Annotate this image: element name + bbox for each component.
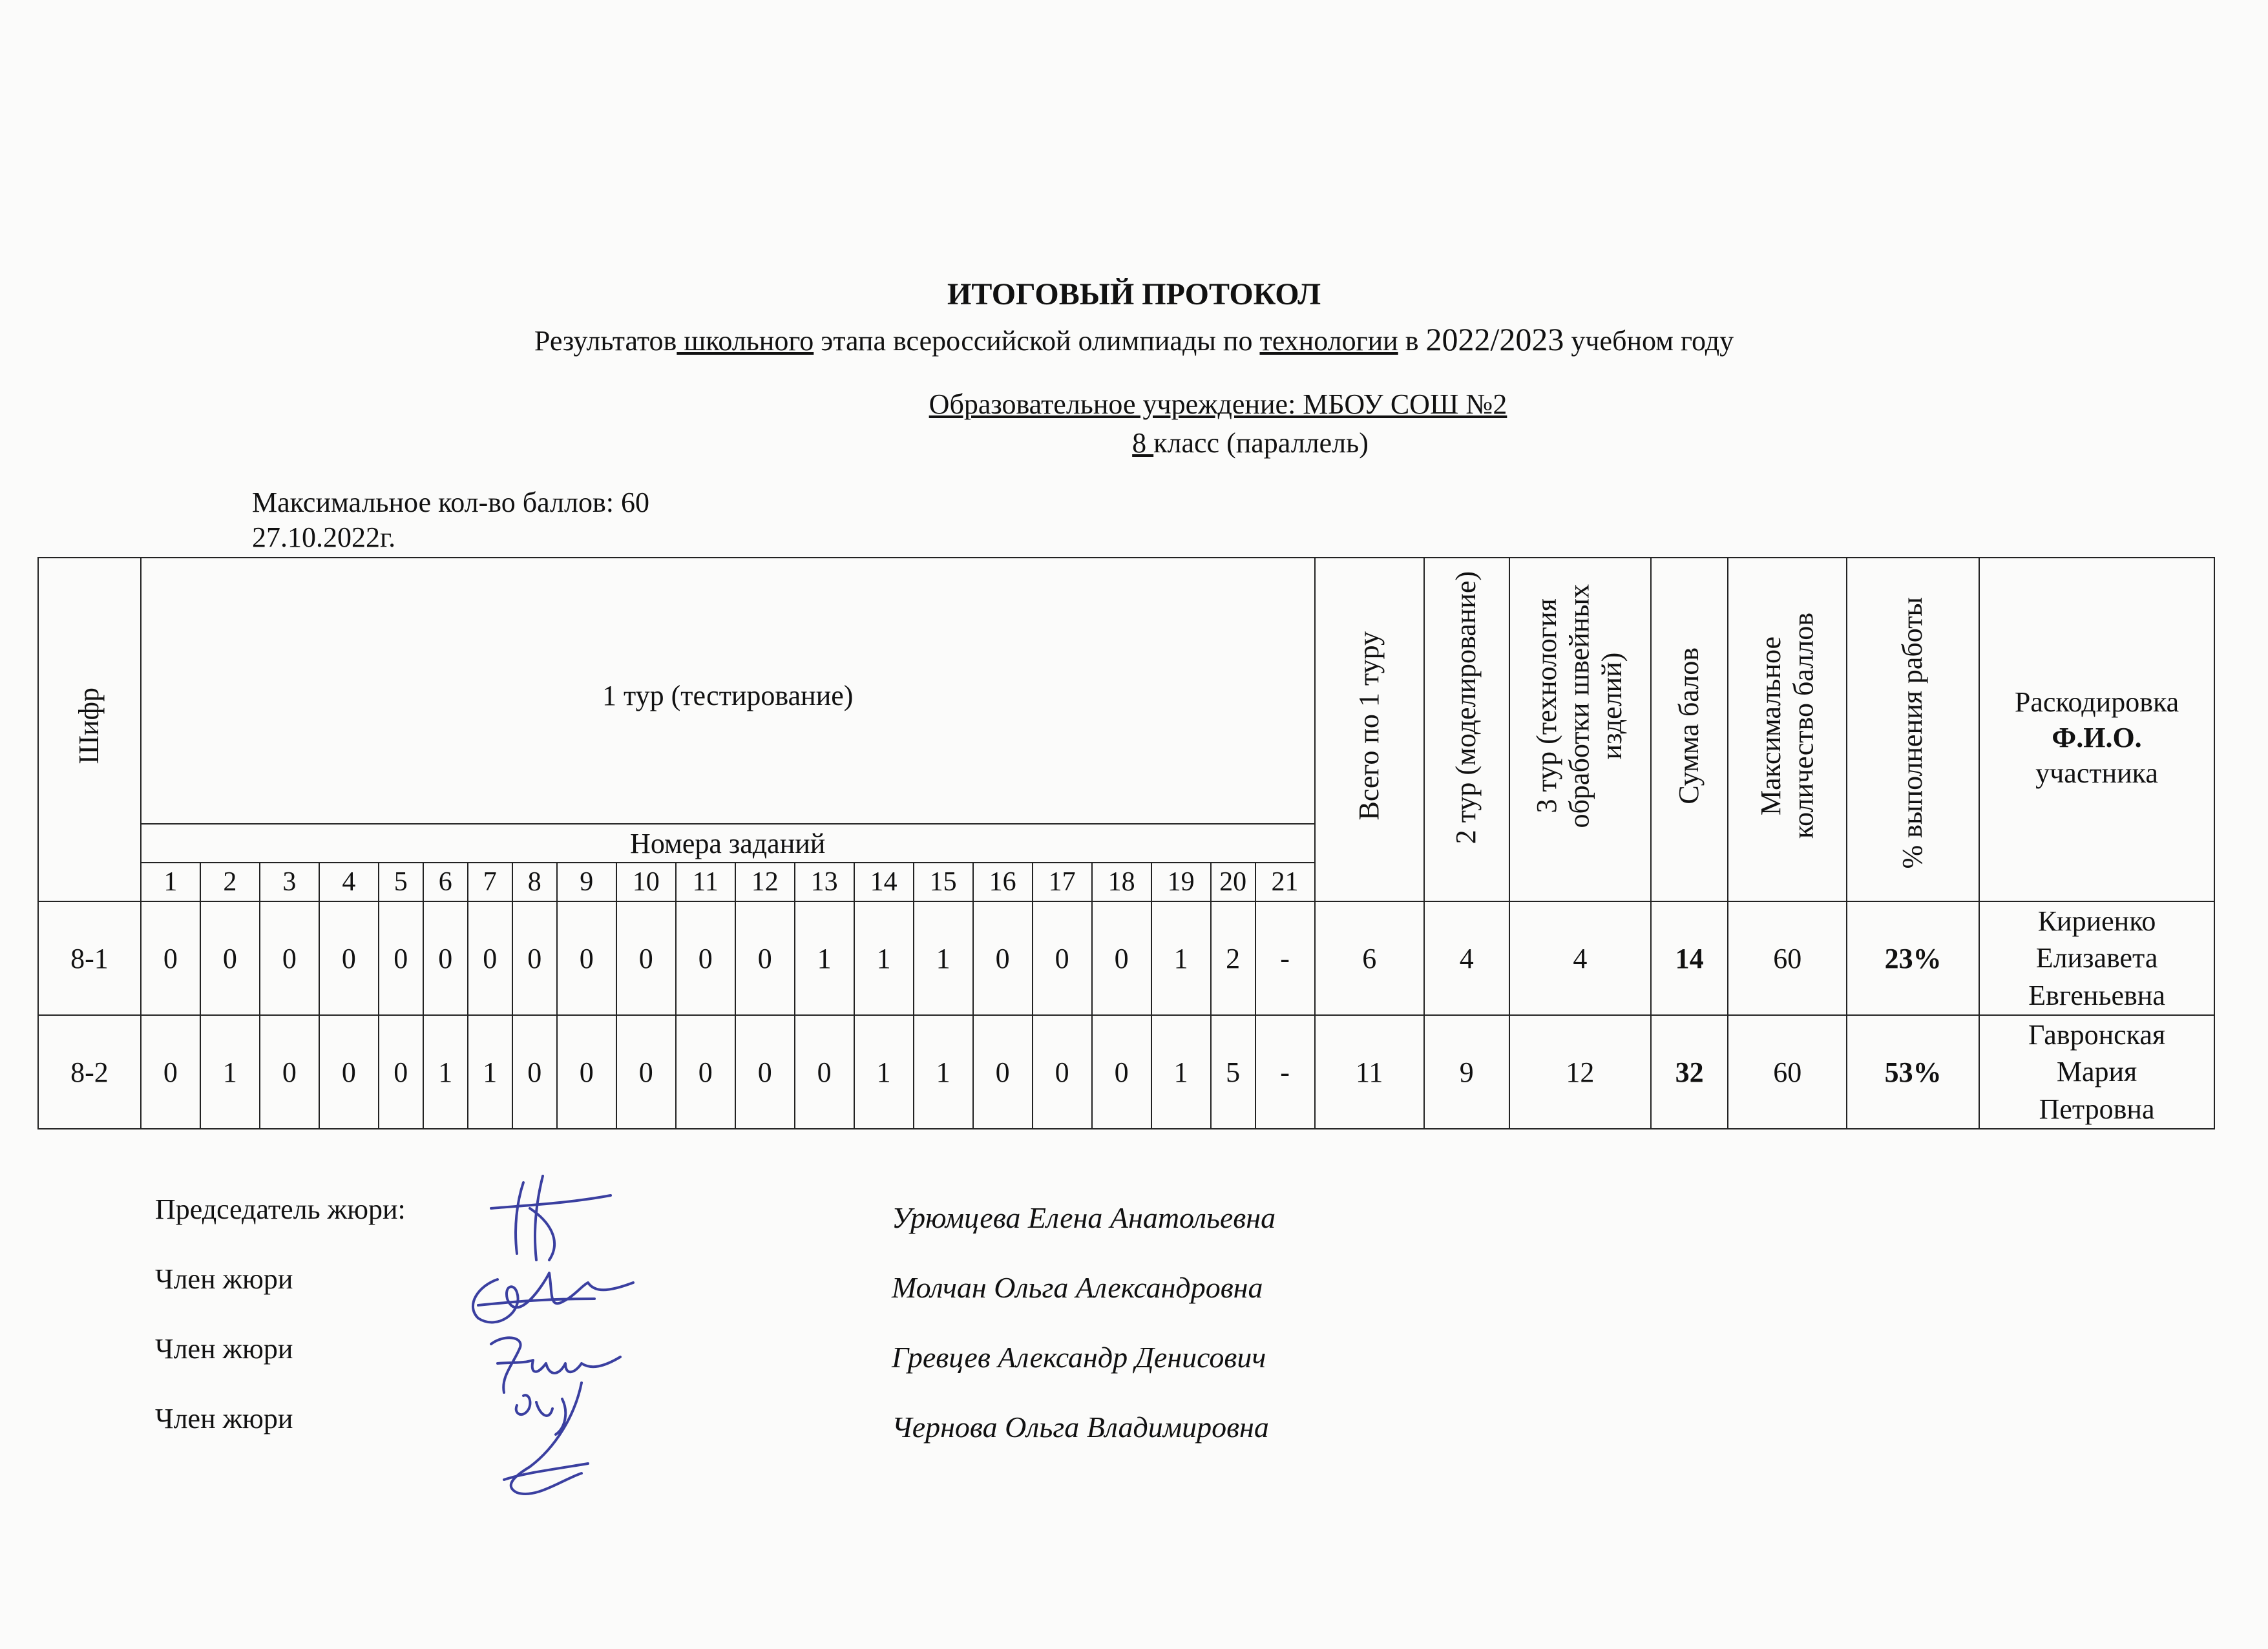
header-round1: 1 тур (тестирование) xyxy=(141,558,1315,824)
round2-cell: 4 xyxy=(1424,901,1509,1015)
document-subtitle xyxy=(0,320,2268,358)
task-score: 1 xyxy=(914,1015,973,1129)
member-label: Член жюри xyxy=(155,1263,293,1295)
task-score: 0 xyxy=(557,1015,616,1129)
header-total-round1: Всего по 1 туру xyxy=(1315,558,1424,901)
task-score: 1 xyxy=(200,1015,260,1129)
task-number: 17 xyxy=(1033,863,1092,901)
task-number: 21 xyxy=(1255,863,1315,901)
class-number: 8 xyxy=(1132,427,1154,459)
chair-label: Председатель жюри: xyxy=(155,1193,406,1225)
task-number: 3 xyxy=(260,863,319,901)
task-number: 7 xyxy=(468,863,512,901)
task-score: 0 xyxy=(141,1015,200,1129)
organization: Образовательное учреждение: МБОУ СОШ №2 xyxy=(929,388,1507,420)
task-number: 2 xyxy=(200,863,260,901)
task-number: 20 xyxy=(1211,863,1255,901)
subtitle-year: 2022/2023 xyxy=(1425,321,1564,357)
task-score: 0 xyxy=(735,901,795,1015)
task-score: 0 xyxy=(1092,901,1151,1015)
cipher-cell: 8-1 xyxy=(38,901,141,1015)
header-task-numbers: Номера заданий xyxy=(141,824,1315,863)
task-number: 4 xyxy=(319,863,379,901)
task-score: 1 xyxy=(914,901,973,1015)
subtitle-subject: технологии xyxy=(1259,325,1398,357)
subtitle-stage: школьного xyxy=(677,325,814,357)
max-cell: 60 xyxy=(1728,901,1847,1015)
task-score: 1 xyxy=(1151,1015,1211,1129)
task-score: 0 xyxy=(1092,1015,1151,1129)
task-number: 11 xyxy=(676,863,735,901)
subtitle-pre: Результатов xyxy=(534,325,677,357)
results-table xyxy=(37,557,2215,1129)
member3-name: Чернова Ольга Владимировна xyxy=(892,1411,1269,1444)
header-round3: 3 тур (технология обработки швейных изделий) xyxy=(1509,558,1652,901)
task-number: 8 xyxy=(512,863,557,901)
header-max: Максимальное количество баллов xyxy=(1728,558,1847,901)
round3-cell: 12 xyxy=(1509,1015,1652,1129)
percent-cell: 53% xyxy=(1847,1015,1979,1129)
task-number: 10 xyxy=(616,863,676,901)
task-score: - xyxy=(1255,1015,1315,1129)
task-score: 0 xyxy=(200,901,260,1015)
header-percent: % выполнения работы xyxy=(1847,558,1979,901)
signatures-image xyxy=(452,1170,646,1506)
max-score: Максимальное кол-во баллов: 60 xyxy=(252,487,649,518)
task-score: 0 xyxy=(795,1015,854,1129)
percent-cell: 23% xyxy=(1847,901,1979,1015)
member3-signature xyxy=(504,1383,588,1494)
table-row xyxy=(38,1015,2214,1129)
task-score: 0 xyxy=(379,901,423,1015)
task-score: 1 xyxy=(795,901,854,1015)
sum-cell: 14 xyxy=(1651,901,1728,1015)
task-score: 1 xyxy=(468,1015,512,1129)
task-score: 0 xyxy=(319,1015,379,1129)
member2-signature xyxy=(491,1338,620,1392)
task-number: 13 xyxy=(795,863,854,901)
round3-cell: 4 xyxy=(1509,901,1652,1015)
task-score: 1 xyxy=(423,1015,468,1129)
header-round2: 2 тур (моделирование) xyxy=(1424,558,1509,901)
total-round1-cell: 6 xyxy=(1315,901,1424,1015)
member2-name: Гревцев Александр Денисович xyxy=(892,1341,1266,1374)
task-score: 0 xyxy=(616,901,676,1015)
subtitle-in: в xyxy=(1398,325,1426,357)
task-score: 0 xyxy=(512,1015,557,1129)
task-score: 0 xyxy=(260,901,319,1015)
task-score: 0 xyxy=(557,901,616,1015)
member1-name: Молчан Ольга Александровна xyxy=(892,1271,1263,1304)
task-score: 0 xyxy=(260,1015,319,1129)
task-score: 1 xyxy=(854,901,914,1015)
task-score: 0 xyxy=(512,901,557,1015)
chair-signature xyxy=(491,1176,611,1260)
task-score: - xyxy=(1255,901,1315,1015)
task-score: 2 xyxy=(1211,901,1255,1015)
table-row xyxy=(38,901,2214,1015)
cipher-cell: 8-2 xyxy=(38,1015,141,1129)
task-number: 16 xyxy=(973,863,1033,901)
task-score: 0 xyxy=(319,901,379,1015)
task-score: 0 xyxy=(1033,901,1092,1015)
chair-name: Урюмцева Елена Анатольевна xyxy=(892,1201,1276,1234)
participant-name: Кириенко Елизавета Евгеньевна xyxy=(1979,901,2214,1015)
header-decode: Раскодировка Ф.И.О. участника xyxy=(1979,558,2214,901)
member-label: Член жюри xyxy=(155,1333,293,1365)
document-title: ИТОГОВЫЙ ПРОТОКОЛ xyxy=(947,277,1321,311)
header-sum: Сумма балов xyxy=(1651,558,1728,901)
task-score: 0 xyxy=(1033,1015,1092,1129)
header-cipher: Шифр xyxy=(38,558,141,901)
class-suffix: класс (параллель) xyxy=(1153,427,1369,459)
task-number: 9 xyxy=(557,863,616,901)
task-score: 0 xyxy=(676,901,735,1015)
task-score: 0 xyxy=(973,901,1033,1015)
protocol-date: 27.10.2022г. xyxy=(252,521,396,553)
task-score: 1 xyxy=(854,1015,914,1129)
task-number: 5 xyxy=(379,863,423,901)
task-number: 14 xyxy=(854,863,914,901)
member-label: Член жюри xyxy=(155,1403,293,1434)
task-score: 5 xyxy=(1211,1015,1255,1129)
task-score: 0 xyxy=(423,901,468,1015)
task-number: 15 xyxy=(914,863,973,901)
member1-signature xyxy=(473,1273,633,1322)
total-round1-cell: 11 xyxy=(1315,1015,1424,1129)
task-number: 18 xyxy=(1092,863,1151,901)
task-score: 0 xyxy=(141,901,200,1015)
task-score: 0 xyxy=(676,1015,735,1129)
task-score: 0 xyxy=(468,901,512,1015)
task-score: 1 xyxy=(1151,901,1211,1015)
task-score: 0 xyxy=(379,1015,423,1129)
task-number: 6 xyxy=(423,863,468,901)
task-score: 0 xyxy=(973,1015,1033,1129)
participant-name: Гавронская Мария Петровна xyxy=(1979,1015,2214,1129)
task-number: 12 xyxy=(735,863,795,901)
class-line xyxy=(892,426,1609,459)
sum-cell: 32 xyxy=(1651,1015,1728,1129)
task-score: 0 xyxy=(616,1015,676,1129)
round2-cell: 9 xyxy=(1424,1015,1509,1129)
max-cell: 60 xyxy=(1728,1015,1847,1129)
task-score: 0 xyxy=(735,1015,795,1129)
task-number: 19 xyxy=(1151,863,1211,901)
subtitle-mid: этапа всероссийской олимпиады по xyxy=(814,325,1260,357)
task-number: 1 xyxy=(141,863,200,901)
subtitle-post: учебном году xyxy=(1564,325,1734,357)
